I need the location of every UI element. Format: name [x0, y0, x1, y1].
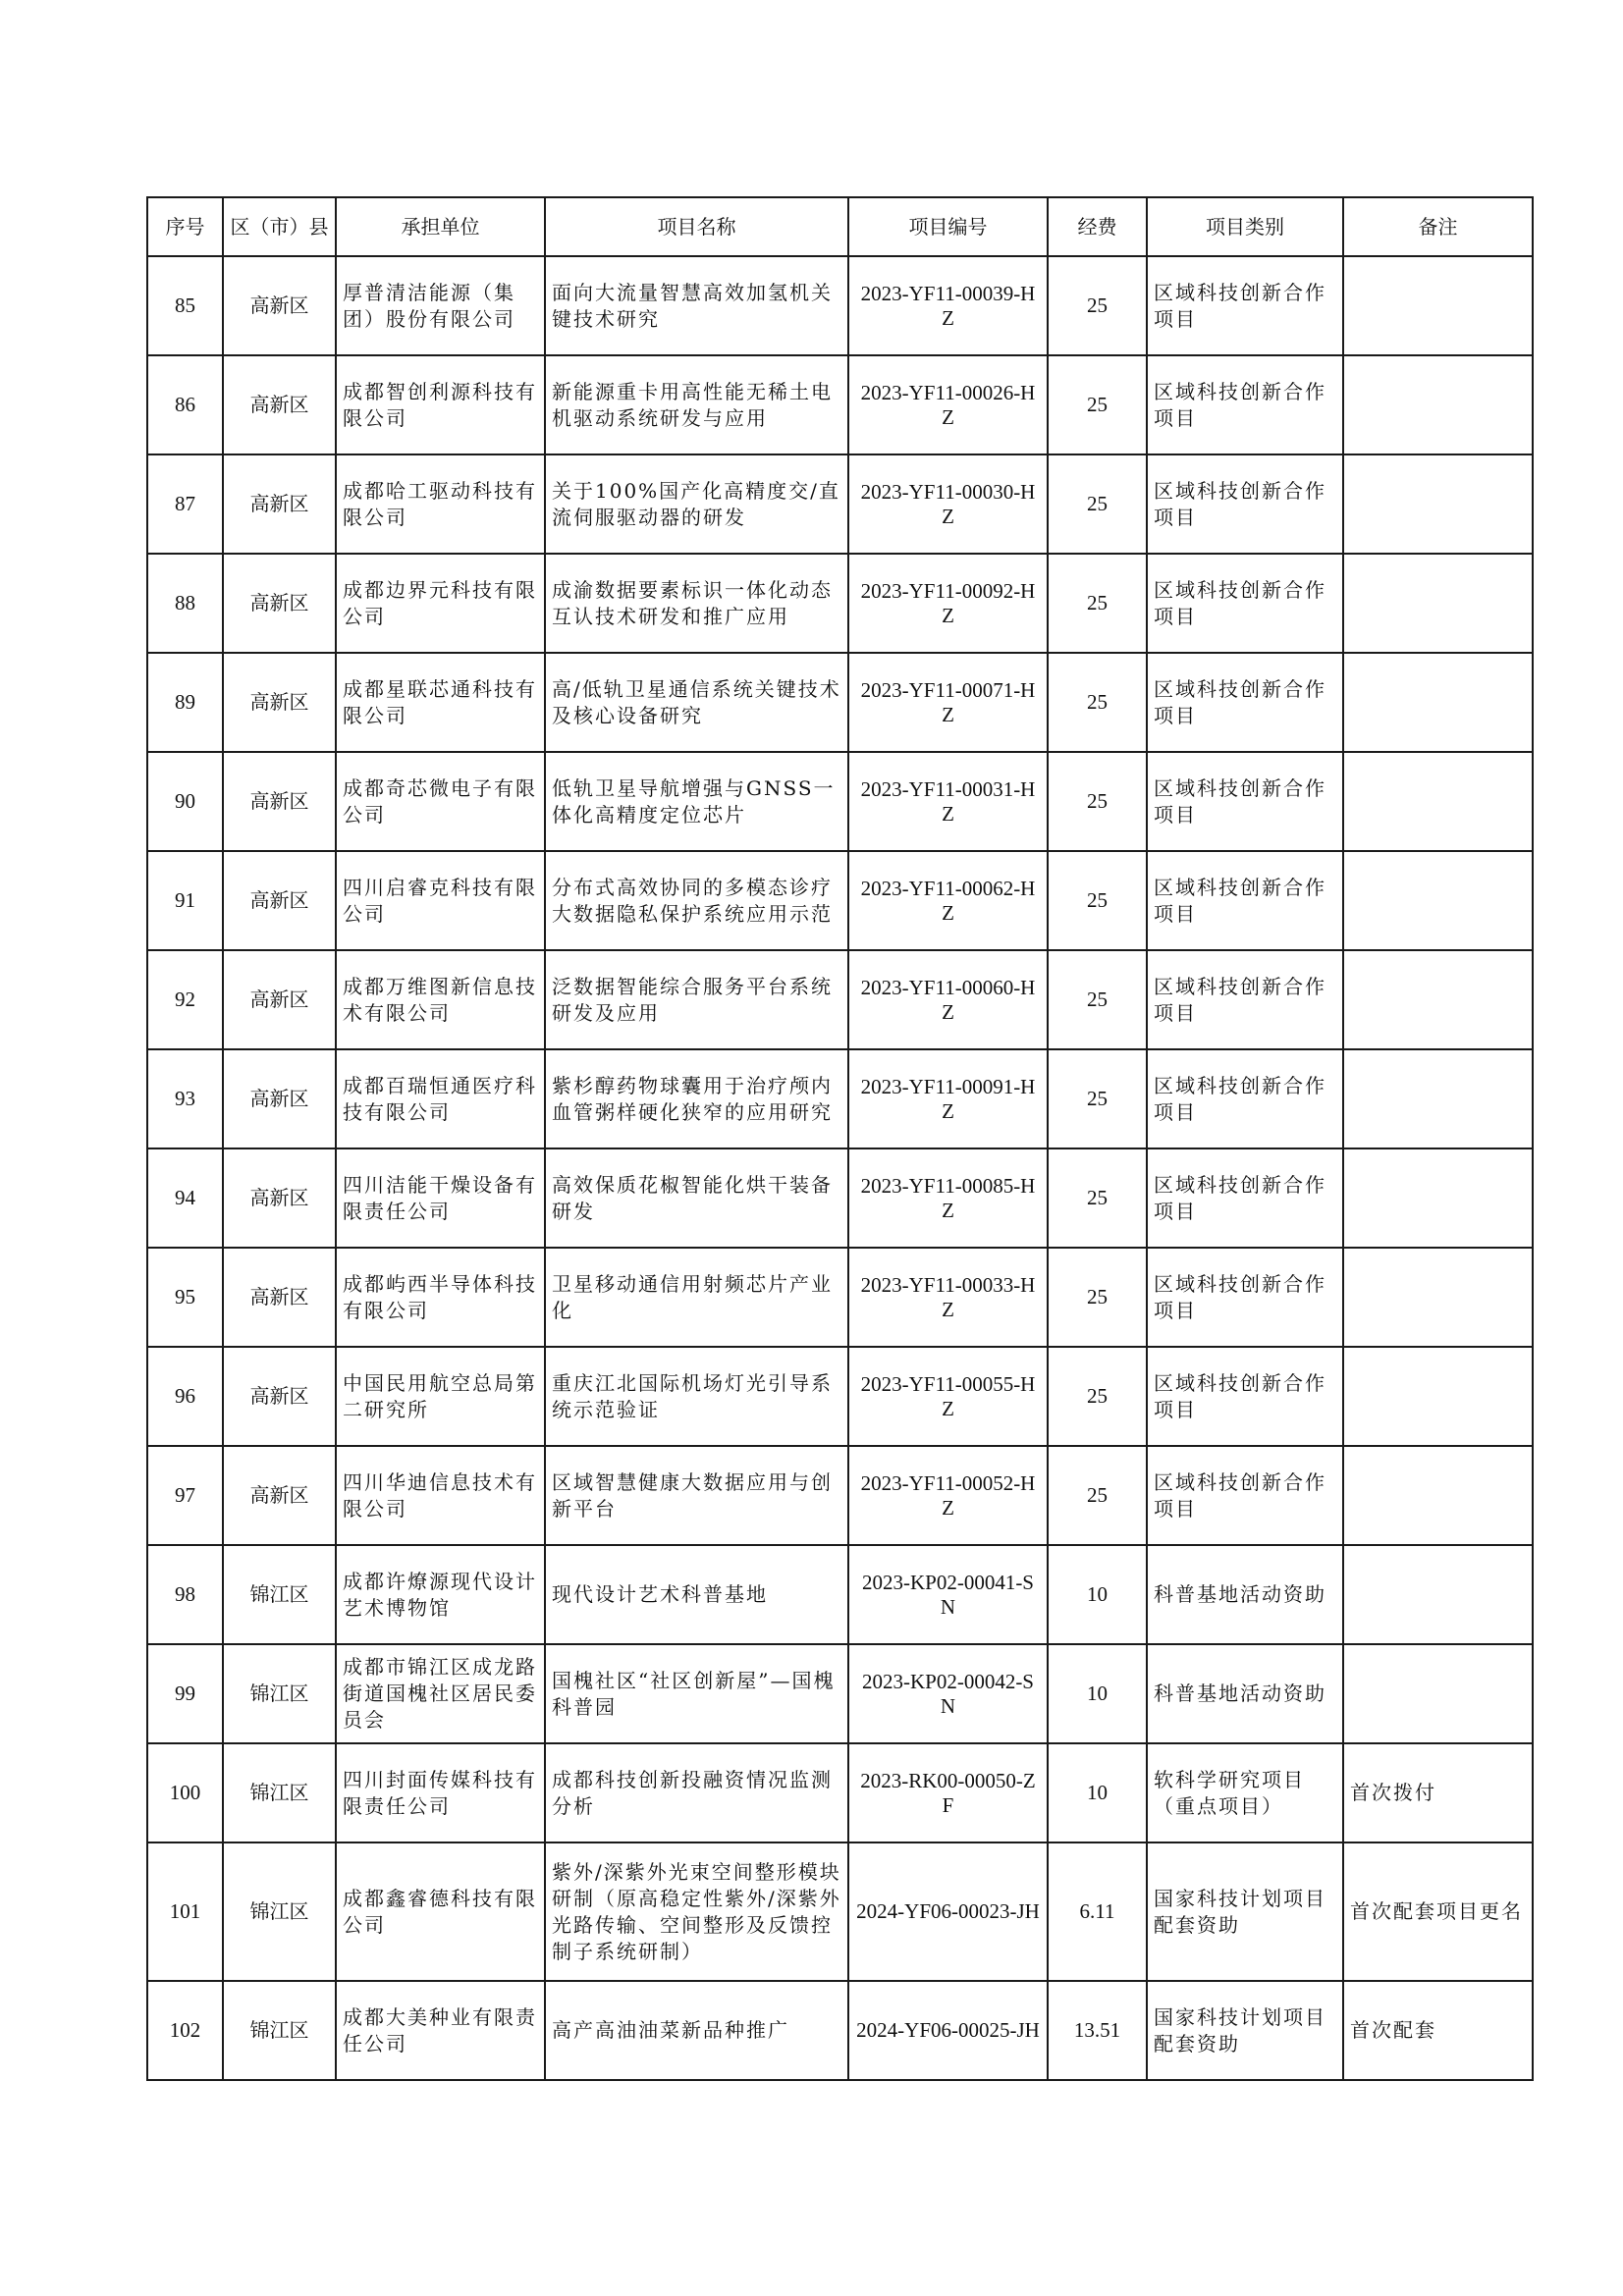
cell-project: 国槐社区“社区创新屋”—国槐科普园	[545, 1644, 848, 1743]
cell-unit: 成都许燎源现代设计艺术博物馆	[336, 1545, 545, 1644]
header-cell-unit: 承担单位	[336, 197, 545, 256]
cell-code: 2024-YF06-00023-JH	[848, 1842, 1048, 1981]
cell-district: 锦江区	[223, 1743, 336, 1842]
cell-funding: 25	[1048, 1248, 1147, 1347]
cell-no: 85	[147, 256, 223, 355]
cell-project: 关于100%国产化高精度交/直流伺服驱动器的研发	[545, 454, 848, 554]
cell-project: 紫外/深紫外光束空间整形模块研制（原高稳定性紫外/深紫外光路传输、空间整形及反馈控制子系统研制）	[545, 1842, 848, 1981]
cell-funding: 25	[1048, 355, 1147, 454]
cell-no: 102	[147, 1981, 223, 2080]
table-row	[147, 355, 1533, 454]
cell-unit: 成都屿西半导体科技有限公司	[336, 1248, 545, 1347]
cell-note	[1343, 851, 1533, 950]
cell-category: 区域科技创新合作项目	[1147, 1049, 1343, 1148]
cell-district: 高新区	[223, 554, 336, 653]
cell-note	[1343, 950, 1533, 1049]
cell-district: 高新区	[223, 950, 336, 1049]
table-row	[147, 1347, 1533, 1446]
table-row	[147, 1049, 1533, 1148]
cell-code: 2023-YF11-00062-HZ	[848, 851, 1048, 950]
cell-code: 2023-YF11-00091-HZ	[848, 1049, 1048, 1148]
cell-category: 国家科技计划项目配套资助	[1147, 1842, 1343, 1981]
cell-code: 2023-YF11-00060-HZ	[848, 950, 1048, 1049]
cell-note	[1343, 454, 1533, 554]
cell-category: 区域科技创新合作项目	[1147, 1248, 1343, 1347]
cell-funding: 25	[1048, 851, 1147, 950]
cell-category: 区域科技创新合作项目	[1147, 653, 1343, 752]
cell-funding: 10	[1048, 1644, 1147, 1743]
table-row	[147, 950, 1533, 1049]
cell-no: 93	[147, 1049, 223, 1148]
cell-note	[1343, 1446, 1533, 1545]
cell-no: 98	[147, 1545, 223, 1644]
cell-code: 2023-YF11-00030-HZ	[848, 454, 1048, 554]
cell-no: 95	[147, 1248, 223, 1347]
table-row	[147, 256, 1533, 355]
table-row	[147, 851, 1533, 950]
cell-note	[1343, 1545, 1533, 1644]
cell-unit: 成都万维图新信息技术有限公司	[336, 950, 545, 1049]
cell-unit: 成都星联芯通科技有限公司	[336, 653, 545, 752]
cell-district: 高新区	[223, 256, 336, 355]
cell-category: 区域科技创新合作项目	[1147, 1347, 1343, 1446]
cell-code: 2023-YF11-00052-HZ	[848, 1446, 1048, 1545]
cell-no: 96	[147, 1347, 223, 1446]
cell-project: 面向大流量智慧高效加氢机关键技术研究	[545, 256, 848, 355]
cell-no: 100	[147, 1743, 223, 1842]
cell-code: 2023-YF11-00055-HZ	[848, 1347, 1048, 1446]
cell-unit: 成都智创利源科技有限公司	[336, 355, 545, 454]
cell-category: 软科学研究项目（重点项目）	[1147, 1743, 1343, 1842]
cell-no: 101	[147, 1842, 223, 1981]
cell-category: 科普基地活动资助	[1147, 1644, 1343, 1743]
cell-code: 2023-RK00-00050-ZF	[848, 1743, 1048, 1842]
cell-unit: 中国民用航空总局第二研究所	[336, 1347, 545, 1446]
cell-category: 区域科技创新合作项目	[1147, 851, 1343, 950]
cell-funding: 10	[1048, 1743, 1147, 1842]
cell-district: 高新区	[223, 1347, 336, 1446]
cell-unit: 成都大美种业有限责任公司	[336, 1981, 545, 2080]
cell-district: 锦江区	[223, 1842, 336, 1981]
cell-unit: 厚普清洁能源（集团）股份有限公司	[336, 256, 545, 355]
cell-district: 高新区	[223, 653, 336, 752]
cell-district: 高新区	[223, 454, 336, 554]
cell-code: 2023-YF11-00031-HZ	[848, 752, 1048, 851]
cell-code: 2023-YF11-00039-HZ	[848, 256, 1048, 355]
cell-district: 高新区	[223, 851, 336, 950]
header-cell-code: 项目编号	[848, 197, 1048, 256]
cell-no: 89	[147, 653, 223, 752]
cell-code: 2024-YF06-00025-JH	[848, 1981, 1048, 2080]
cell-unit: 成都百瑞恒通医疗科技有限公司	[336, 1049, 545, 1148]
cell-project: 新能源重卡用高性能无稀土电机驱动系统研发与应用	[545, 355, 848, 454]
cell-category: 区域科技创新合作项目	[1147, 454, 1343, 554]
cell-unit: 成都奇芯微电子有限公司	[336, 752, 545, 851]
table-row	[147, 1148, 1533, 1248]
cell-no: 90	[147, 752, 223, 851]
cell-category: 区域科技创新合作项目	[1147, 355, 1343, 454]
cell-funding: 13.51	[1048, 1981, 1147, 2080]
table-row	[147, 1644, 1533, 1743]
cell-unit: 成都鑫睿德科技有限公司	[336, 1842, 545, 1981]
cell-category: 区域科技创新合作项目	[1147, 1148, 1343, 1248]
cell-project: 区域智慧健康大数据应用与创新平台	[545, 1446, 848, 1545]
cell-note: 首次配套	[1343, 1981, 1533, 2080]
header-row	[147, 197, 1533, 256]
cell-no: 97	[147, 1446, 223, 1545]
cell-project: 低轨卫星导航增强与GNSS一体化高精度定位芯片	[545, 752, 848, 851]
table-row	[147, 554, 1533, 653]
cell-note	[1343, 355, 1533, 454]
cell-note: 首次拨付	[1343, 1743, 1533, 1842]
cell-project: 分布式高效协同的多模态诊疗大数据隐私保护系统应用示范	[545, 851, 848, 950]
cell-unit: 四川启睿克科技有限公司	[336, 851, 545, 950]
cell-note	[1343, 256, 1533, 355]
cell-category: 区域科技创新合作项目	[1147, 950, 1343, 1049]
cell-note	[1343, 1347, 1533, 1446]
cell-category: 区域科技创新合作项目	[1147, 752, 1343, 851]
cell-project: 紫杉醇药物球囊用于治疗颅内血管粥样硬化狭窄的应用研究	[545, 1049, 848, 1148]
cell-code: 2023-YF11-00071-HZ	[848, 653, 1048, 752]
cell-code: 2023-KP02-00041-SN	[848, 1545, 1048, 1644]
cell-no: 94	[147, 1148, 223, 1248]
cell-funding: 25	[1048, 752, 1147, 851]
header-cell-funding: 经费	[1048, 197, 1147, 256]
cell-district: 高新区	[223, 1049, 336, 1148]
cell-unit: 四川华迪信息技术有限公司	[336, 1446, 545, 1545]
cell-category: 区域科技创新合作项目	[1147, 1446, 1343, 1545]
cell-no: 87	[147, 454, 223, 554]
cell-category: 区域科技创新合作项目	[1147, 256, 1343, 355]
cell-funding: 25	[1048, 554, 1147, 653]
table-row	[147, 1981, 1533, 2080]
cell-project: 重庆江北国际机场灯光引导系统示范验证	[545, 1347, 848, 1446]
table-row	[147, 1545, 1533, 1644]
cell-district: 高新区	[223, 1248, 336, 1347]
cell-district: 锦江区	[223, 1981, 336, 2080]
header-cell-project: 项目名称	[545, 197, 848, 256]
cell-code: 2023-YF11-00085-HZ	[848, 1148, 1048, 1248]
cell-funding: 25	[1048, 256, 1147, 355]
cell-project: 现代设计艺术科普基地	[545, 1545, 848, 1644]
cell-project: 高/低轨卫星通信系统关键技术及核心设备研究	[545, 653, 848, 752]
table-row	[147, 1842, 1533, 1981]
cell-project: 高产高油油菜新品种推广	[545, 1981, 848, 2080]
cell-district: 锦江区	[223, 1545, 336, 1644]
cell-funding: 25	[1048, 653, 1147, 752]
cell-code: 2023-KP02-00042-SN	[848, 1644, 1048, 1743]
table-row	[147, 454, 1533, 554]
cell-district: 高新区	[223, 1446, 336, 1545]
cell-note	[1343, 653, 1533, 752]
header-cell-category: 项目类别	[1147, 197, 1343, 256]
cell-project: 泛数据智能综合服务平台系统研发及应用	[545, 950, 848, 1049]
cell-unit: 成都哈工驱动科技有限公司	[336, 454, 545, 554]
project-table	[146, 196, 1534, 2081]
cell-district: 高新区	[223, 1148, 336, 1248]
cell-note	[1343, 1148, 1533, 1248]
cell-funding: 25	[1048, 1049, 1147, 1148]
cell-code: 2023-YF11-00026-HZ	[848, 355, 1048, 454]
cell-funding: 25	[1048, 454, 1147, 554]
cell-no: 88	[147, 554, 223, 653]
cell-funding: 25	[1048, 950, 1147, 1049]
header-cell-no: 序号	[147, 197, 223, 256]
table-row	[147, 1743, 1533, 1842]
cell-note	[1343, 1644, 1533, 1743]
cell-code: 2023-YF11-00092-HZ	[848, 554, 1048, 653]
cell-district: 锦江区	[223, 1644, 336, 1743]
cell-note: 首次配套项目更名	[1343, 1842, 1533, 1981]
cell-code: 2023-YF11-00033-HZ	[848, 1248, 1048, 1347]
table-row	[147, 1248, 1533, 1347]
cell-unit: 成都市锦江区成龙路街道国槐社区居民委员会	[336, 1644, 545, 1743]
cell-funding: 10	[1048, 1545, 1147, 1644]
cell-unit: 四川洁能干燥设备有限责任公司	[336, 1148, 545, 1248]
cell-project: 成渝数据要素标识一体化动态互认技术研发和推广应用	[545, 554, 848, 653]
cell-no: 86	[147, 355, 223, 454]
cell-project: 成都科技创新投融资情况监测分析	[545, 1743, 848, 1842]
table-body	[147, 256, 1533, 2080]
cell-category: 区域科技创新合作项目	[1147, 554, 1343, 653]
cell-note	[1343, 1248, 1533, 1347]
cell-category: 科普基地活动资助	[1147, 1545, 1343, 1644]
cell-district: 高新区	[223, 355, 336, 454]
cell-funding: 25	[1048, 1446, 1147, 1545]
cell-project: 高效保质花椒智能化烘干装备研发	[545, 1148, 848, 1248]
header-cell-note: 备注	[1343, 197, 1533, 256]
cell-funding: 25	[1048, 1347, 1147, 1446]
cell-note	[1343, 554, 1533, 653]
cell-unit: 成都边界元科技有限公司	[336, 554, 545, 653]
cell-note	[1343, 752, 1533, 851]
table-row	[147, 752, 1533, 851]
cell-project: 卫星移动通信用射频芯片产业化	[545, 1248, 848, 1347]
cell-district: 高新区	[223, 752, 336, 851]
cell-no: 91	[147, 851, 223, 950]
cell-unit: 四川封面传媒科技有限责任公司	[336, 1743, 545, 1842]
cell-no: 99	[147, 1644, 223, 1743]
cell-no: 92	[147, 950, 223, 1049]
header-cell-district: 区（市）县	[223, 197, 336, 256]
cell-note	[1343, 1049, 1533, 1148]
cell-funding: 6.11	[1048, 1842, 1147, 1981]
cell-funding: 25	[1048, 1148, 1147, 1248]
table-row	[147, 1446, 1533, 1545]
cell-category: 国家科技计划项目配套资助	[1147, 1981, 1343, 2080]
table-row	[147, 653, 1533, 752]
